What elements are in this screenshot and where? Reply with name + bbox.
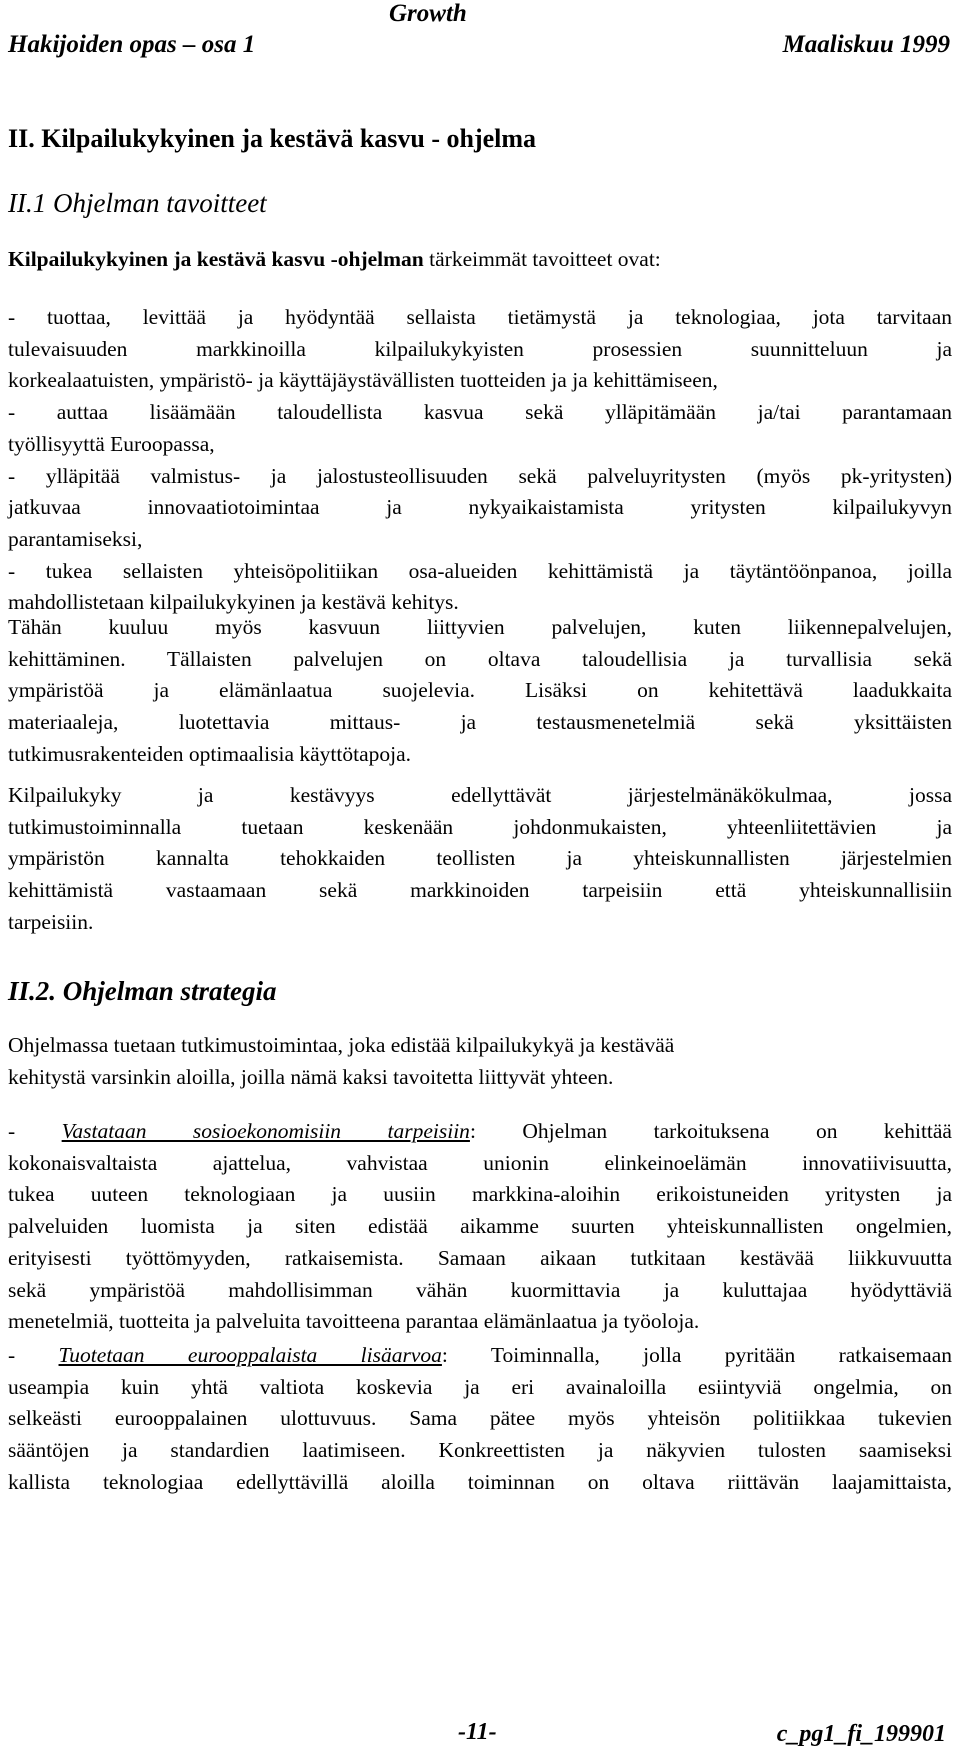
item-dash: - [8, 1119, 62, 1143]
section-heading: II. Kilpailukykyinen ja kestävä kasvu - ohjelma [8, 124, 537, 153]
goal-line: tulevaisuuden markkinoilla kilpailukykyisten prosessien suunnitteluun ja [8, 336, 952, 361]
paragraph-line: tukea uuteen teknologiaan ja uusiin markkina-aloihin erikoistuneiden yritysten ja [8, 1182, 952, 1207]
paragraph-line: palveluiden luomista ja siten edistää aikamme suurten yhteiskunnallisten ongelmien, [8, 1214, 952, 1239]
paragraph-line: Kilpailukyky ja kestävyys edellyttävät järjestelmänäkökulmaa, jossa [8, 783, 952, 807]
goals-list [8, 302, 952, 619]
paragraph-services [8, 612, 952, 771]
paragraph-line: erityisesti työttömyyden, ratkaisemista. Samaan aikaan tutkitaan kestävää liikkuvuutta [8, 1245, 952, 1270]
running-header-right: Maaliskuu 1999 [782, 31, 950, 58]
item-title: Vastataan sosioekonomisiin tarpeisiin [61, 1119, 470, 1143]
intro-rest: tärkeimmät tavoitteet ovat: [423, 247, 661, 271]
paragraph-line: materiaaleja, luotettavia mittaus- ja testausmenetelmiä sekä yksittäisten [8, 710, 952, 735]
running-header-left: Hakijoiden opas – osa 1 [8, 31, 256, 58]
goal-line: jatkuvaa innovaatiotoimintaa ja nykyaikaistamista yritysten kilpailukyvyn [8, 495, 952, 520]
goal-line: - tuottaa, levittää ja hyödyntää sellaista tietämystä ja teknologiaa, jota tarvitaan [8, 305, 952, 329]
strategy-item-socioeconomic [8, 1116, 952, 1338]
paragraph-line: ympäristön kannalta tehokkaiden teollisten ja yhteiskunnallisten järjestelmien [8, 846, 952, 871]
item-first-rest: : Ohjelman tarkoituksena on kehittää [469, 1119, 952, 1143]
paragraph-line: useampia kuin yhtä valtiota koskevia ja eri avainaloilla esiintyviä ongelmia, on [8, 1374, 952, 1399]
paragraph-line: tutkimusrakenteiden optimaalisia käyttötapoja. [8, 741, 412, 766]
paragraph-line: tarpeisiin. [8, 909, 94, 934]
paragraph-strategy [8, 1030, 952, 1093]
running-title: Growth [389, 0, 467, 27]
intro-bold: Kilpailukykyinen ja kestävä kasvu -ohjelman [8, 247, 424, 271]
paragraph-line: sekä ympäristöä mahdollisimman vähän kuormittavia ja kuluttajaa hyödyttäviä [8, 1277, 952, 1302]
paragraph-line: kehittämistä vastaamaan sekä markkinoiden tarpeisiin että yhteiskunnallisiin [8, 878, 952, 903]
goal-line: - auttaa lisäämään taloudellista kasvua sekä ylläpitämään ja/tai parantamaan [8, 400, 952, 425]
paragraph-line: kokonaisvaltaista ajattelua, vahvistaa unionin elinkeinoelämän innovatiivisuutta, [8, 1150, 952, 1175]
goal-line: korkealaatuisten, ympäristö- ja käyttäjäystävällisten tuotteiden ja ja kehittämiseen, [8, 368, 718, 393]
goal-line: - ylläpitää valmistus- ja jalostusteollisuuden sekä palveluyritysten (myös pk-yritysten) [8, 463, 952, 488]
paragraph-line: kallista teknologiaa edellyttävillä aloilla toiminnan on oltava riittävän laajamittaista, [8, 1469, 952, 1494]
page-number: -11- [458, 1719, 497, 1745]
goal-line: työllisyyttä Euroopassa, [8, 431, 215, 456]
strategy-item-european-value [8, 1340, 952, 1499]
paragraph-line: selkeästi eurooppalainen ulottuvuus. Sama pätee myös yhteisön politiikkaa tukevien [8, 1406, 952, 1431]
subsection-heading-2: II.2. Ohjelman strategia [8, 976, 277, 1006]
paragraph-line: kehitystä varsinkin aloilla, joilla nämä kaksi tavoitetta liittyvät yhteen. [8, 1064, 614, 1089]
goal-line: parantamiseksi, [8, 526, 143, 551]
paragraph-line: sääntöjen ja standardien laatimiseen. Konkreettisten ja näkyvien tulosten saamiseksi [8, 1438, 952, 1463]
paragraph-competitiveness [8, 780, 952, 939]
item-first-rest: : Toiminnalla, jolla pyritään ratkaisemaan [441, 1343, 952, 1367]
intro-paragraph [8, 244, 952, 276]
paragraph-line: kehittäminen. Tällaisten palvelujen on oltava taloudellisia ja turvallisia sekä [8, 646, 952, 671]
document-code: c_pg1_fi_199901 [776, 1721, 946, 1747]
goal-line: mahdollistetaan kilpailukykyinen ja kestävä kehitys. [8, 590, 459, 615]
paragraph-line: menetelmiä, tuotteita ja palveluita tavoitteena parantaa elämänlaatua ja työoloja. [8, 1309, 700, 1334]
paragraph-line: Ohjelmassa tuetaan tutkimustoimintaa, joka edistää kilpailukykyä ja kestävää [8, 1033, 675, 1057]
paragraph-line: tutkimustoiminnalla tuetaan keskenään johdonmukaisten, yhteenliitettävien ja [8, 814, 952, 839]
item-title: Tuotetaan eurooppalaista lisäarvoa [58, 1343, 442, 1367]
paragraph-line: ympäristöä ja elämänlaatua suojelevia. Lisäksi on kehitettävä laadukkaita [8, 678, 952, 703]
item-dash: - [8, 1343, 59, 1367]
subsection-heading-1: II.1 Ohjelman tavoitteet [8, 188, 267, 218]
paragraph-line: Tähän kuuluu myös kasvuun liittyvien palvelujen, kuten liikennepalvelujen, [8, 615, 952, 639]
goal-line: - tukea sellaisten yhteisöpolitiikan osa-alueiden kehittämistä ja täytäntöönpanoa, joilla [8, 558, 952, 583]
